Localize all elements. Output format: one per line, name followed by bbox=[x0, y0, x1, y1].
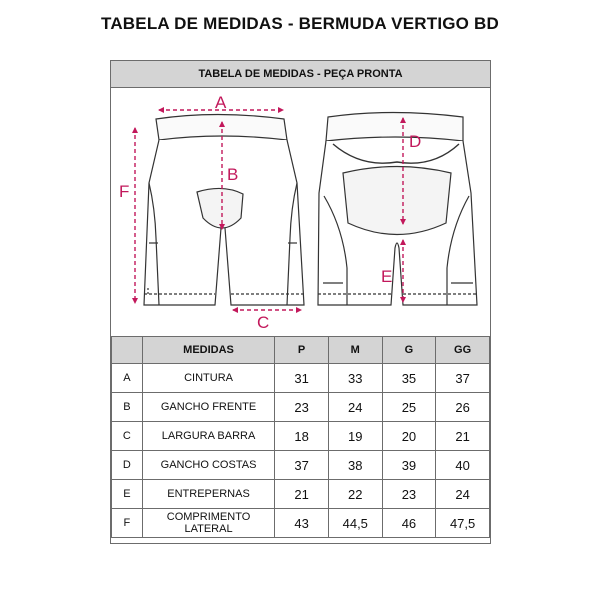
table-row bbox=[112, 422, 490, 451]
cell-value: 18 bbox=[275, 422, 329, 451]
header-measures: MEDIDAS bbox=[142, 337, 275, 364]
row-code: F bbox=[112, 509, 143, 538]
cell-value: 20 bbox=[382, 422, 436, 451]
cell-value: 47,5 bbox=[436, 509, 490, 538]
table-row bbox=[112, 451, 490, 480]
page-title: TABELA DE MEDIDAS - BERMUDA VERTIGO BD bbox=[101, 14, 499, 33]
table-row bbox=[112, 480, 490, 509]
cell-value: 46 bbox=[382, 509, 436, 538]
cell-value: 37 bbox=[275, 451, 329, 480]
row-measure: LARGURA BARRA bbox=[142, 422, 275, 451]
row-code: D bbox=[112, 451, 143, 480]
cell-value: 33 bbox=[328, 364, 382, 393]
row-code: E bbox=[112, 480, 143, 509]
cell-value: 35 bbox=[382, 364, 436, 393]
cell-value: 38 bbox=[328, 451, 382, 480]
row-measure: ENTREPERNAS bbox=[142, 480, 275, 509]
front-shorts-drawing bbox=[144, 115, 304, 306]
cell-value: 43 bbox=[275, 509, 329, 538]
table-row bbox=[112, 364, 490, 393]
cell-value: 26 bbox=[436, 393, 490, 422]
label-f: F bbox=[119, 182, 130, 201]
label-d: D bbox=[409, 132, 422, 151]
cell-value: 40 bbox=[436, 451, 490, 480]
row-measure: GANCHO FRENTE bbox=[142, 393, 275, 422]
measurement-sheet bbox=[110, 60, 491, 544]
table-row bbox=[112, 509, 490, 538]
row-code: B bbox=[112, 393, 143, 422]
row-code: C bbox=[112, 422, 143, 451]
back-shorts-drawing bbox=[318, 113, 477, 306]
cell-value: 37 bbox=[436, 364, 490, 393]
shorts-diagram bbox=[111, 88, 490, 335]
label-b: B bbox=[227, 165, 239, 184]
cell-value: 23 bbox=[275, 393, 329, 422]
label-c: C bbox=[257, 313, 270, 332]
cell-value: 22 bbox=[328, 480, 382, 509]
row-measure: CINTURA bbox=[142, 364, 275, 393]
table-row bbox=[112, 393, 490, 422]
cell-value: 21 bbox=[275, 480, 329, 509]
cell-value: 24 bbox=[328, 393, 382, 422]
label-a: A bbox=[215, 93, 227, 112]
row-measure: GANCHO COSTAS bbox=[142, 451, 275, 480]
cell-value: 25 bbox=[382, 393, 436, 422]
header-size-g: G bbox=[382, 337, 436, 364]
cell-value: 31 bbox=[275, 364, 329, 393]
sheet-header: TABELA DE MEDIDAS - PEÇA PRONTA bbox=[111, 61, 490, 88]
cell-value: 44,5 bbox=[328, 509, 382, 538]
header-size-m: M bbox=[328, 337, 382, 364]
header-code bbox=[112, 337, 143, 364]
cell-value: 21 bbox=[436, 422, 490, 451]
row-measure: COMPRIMENTO LATERAL bbox=[142, 509, 275, 538]
row-code: A bbox=[112, 364, 143, 393]
cell-value: 39 bbox=[382, 451, 436, 480]
size-table bbox=[111, 336, 490, 538]
table-header-row bbox=[112, 337, 490, 364]
header-size-gg: GG bbox=[436, 337, 490, 364]
cell-value: 19 bbox=[328, 422, 382, 451]
header-size-p: P bbox=[275, 337, 329, 364]
label-e: E bbox=[381, 267, 393, 286]
cell-value: 24 bbox=[436, 480, 490, 509]
cell-value: 23 bbox=[382, 480, 436, 509]
